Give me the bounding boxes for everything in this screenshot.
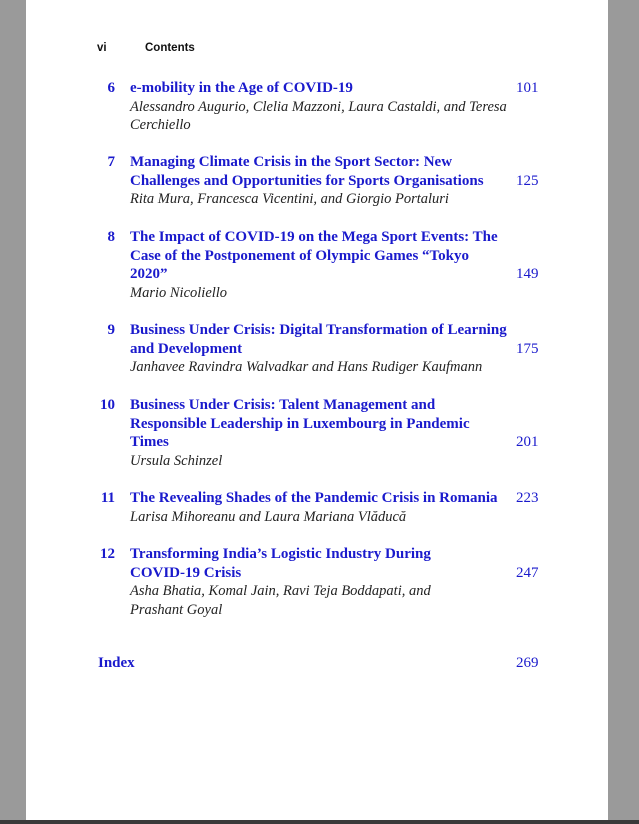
chapter-title-link[interactable]: The Revealing Shades of the Pandemic Crisis in Romania <box>130 490 498 506</box>
chapter-authors: Alessandro Augurio, Clelia Mazzoni, Laura Castaldi, and Teresa Cerchiello <box>130 98 507 133</box>
chapter-page-link[interactable]: 201 <box>516 434 539 450</box>
chapter-authors: Rita Mura, Francesca Vicentini, and Giorgio Portaluri <box>130 191 449 207</box>
viewer-bottom-bar <box>0 820 639 824</box>
chapter-number: 6 <box>107 80 115 96</box>
chapter-page-link[interactable]: 101 <box>516 80 539 96</box>
toc-entry[interactable] <box>26 228 608 302</box>
chapter-number: 9 <box>107 322 115 338</box>
chapter-page-link[interactable]: 175 <box>516 341 539 357</box>
chapter-title-link[interactable]: The Impact of COVID-19 on the Mega Sport Events: The Case of the Postponement of Olympic Games “Tokyo 2020” <box>130 229 498 282</box>
index-link[interactable]: Index <box>98 655 135 671</box>
chapter-title-link[interactable]: Business Under Crisis: Digital Transformation of Learning and Development <box>130 322 507 357</box>
toc-entry[interactable] <box>26 79 608 135</box>
chapter-title-link[interactable]: e-mobility in the Age of COVID-19 <box>130 80 353 96</box>
chapter-authors: Asha Bhatia, Komal Jain, Ravi Teja Boddapati, and Prashant Goyal <box>130 583 431 618</box>
chapter-number: 12 <box>100 546 115 562</box>
index-page-link[interactable]: 269 <box>516 655 539 671</box>
chapter-page-link[interactable]: 149 <box>516 266 539 282</box>
chapter-title-link[interactable]: Transforming India’s Logistic Industry During COVID-19 Crisis <box>130 546 431 581</box>
chapter-page-link[interactable]: 223 <box>516 490 539 506</box>
chapter-number: 10 <box>100 397 115 413</box>
header-section-title: Contents <box>145 42 195 54</box>
chapter-number: 11 <box>100 490 115 506</box>
chapter-title-link[interactable]: Managing Climate Crisis in the Sport Sector: New Challenges and Opportunities for Sports Organisations <box>130 154 484 189</box>
chapter-page-link[interactable]: 247 <box>516 565 539 581</box>
chapter-title-link[interactable]: Business Under Crisis: Talent Management and Responsible Leadership in Luxembourg in Pandemic Times <box>130 397 470 450</box>
chapter-number: 8 <box>107 229 115 245</box>
toc-entry[interactable] <box>26 489 608 526</box>
toc-entry[interactable] <box>26 321 608 377</box>
toc-entry[interactable] <box>26 396 608 470</box>
document-page <box>26 0 608 820</box>
toc-entry[interactable] <box>26 153 608 209</box>
chapter-authors: Ursula Schinzel <box>130 452 223 469</box>
chapter-authors: Larisa Mihoreanu and Laura Mariana Vlăducă <box>130 508 407 525</box>
toc-entry[interactable] <box>26 545 608 619</box>
chapter-authors: Mario Nicoliello <box>130 284 228 301</box>
header-page-number: vi <box>97 42 107 54</box>
chapter-number: 7 <box>107 154 115 170</box>
chapter-page-link[interactable]: 125 <box>516 173 539 189</box>
running-head <box>97 42 195 54</box>
chapter-authors: Janhavee Ravindra Walvadkar and Hans Rudiger Kaufmann <box>130 359 483 375</box>
